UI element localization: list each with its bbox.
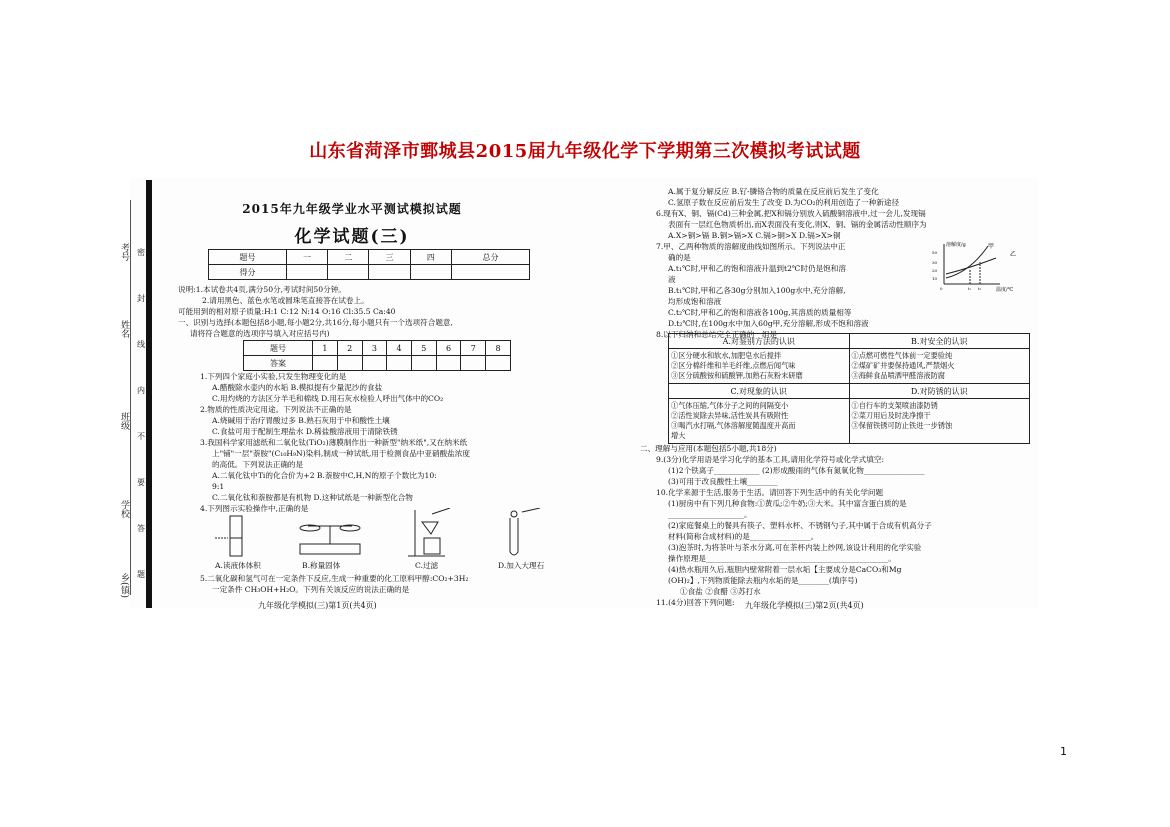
seal-word: 内 — [137, 386, 145, 395]
table-cell-title: C.对现象的认识 — [669, 384, 850, 399]
question-line: A.二氧化钛中Ti的化合价为+2 B.萘胺中C,H,N的原子个数比为10: — [212, 471, 437, 480]
question-5 — [200, 573, 468, 595]
name-line — [130, 200, 132, 595]
figure-caption: B.称量固体 — [302, 561, 341, 570]
seal-word: 题 — [137, 570, 145, 579]
answer-header: 5 — [411, 341, 436, 356]
note-line: 可能用到的相对原子质量:H:1 C:12 N:14 O:16 Cl:35.5 Ca:40 — [178, 307, 396, 316]
answer-row-label: 答案 — [244, 356, 313, 371]
y-tick: 50 — [932, 250, 938, 255]
table-item: ②煤矿矿井要保持通风,严禁烟火 — [851, 361, 955, 370]
question-line: 5.二氧化碳和氢气可在一定条件下反应,生成一种重要的化工原料甲醇:CO₂+3H₂ — [200, 574, 469, 583]
question-line: C.食盐可用于配制生理盐水 D.稀盐酸溶液用于清除铁锈 — [212, 427, 398, 436]
question-line: 1.下列四个家庭小实验,只发生物理变化的是 — [200, 372, 347, 381]
question-line: 确的是 — [668, 253, 691, 262]
seal-word: 密 — [137, 248, 145, 257]
question-line: 3.我国科学家用滤纸和二氧化钛(TiO₂)薄膜制作出一种新型"纳米纸",又在纳米纸 — [200, 438, 468, 447]
question-line: 材料(简称合成材料)的是________________。 — [668, 532, 819, 541]
binding-line — [146, 180, 152, 608]
table-item: ③保留铁锈可防止铁进一步锈蚀 — [851, 421, 953, 430]
name-label: 姓名 — [119, 320, 129, 338]
question-line: 9:1 — [212, 482, 225, 491]
x-tick: 0 — [940, 286, 943, 291]
note-line: 说明:1.本试卷共4页,满分50分,考试时间50分钟。 — [178, 285, 346, 294]
note-line: 2.请用黑色、蓝色水笔或圆珠笔直接答在试卷上。 — [202, 296, 369, 305]
series-curve-jia — [946, 246, 988, 278]
figure-caption: D.加入大理石 — [498, 561, 545, 570]
question-line: 一定条件 CH₃OH+H₂O。下列有关该反应的说法正确的是 — [212, 585, 410, 594]
answer-header: 7 — [461, 341, 486, 356]
question-line: 9.(3分)化学用语是学习化学的基本工具,请用化学符号或化学式填空: — [656, 455, 885, 464]
series-label-jia: 甲 — [988, 243, 995, 250]
question-line: 7.甲、乙两种物质的溶解度曲线如图所示。下列说法中正 — [656, 242, 846, 251]
graph-ylabel: 溶解度/g — [946, 242, 966, 248]
table-item: ③喝汽水打嗝,气体溶解度随温度升高而 — [671, 421, 796, 430]
questions-9-11 — [640, 443, 932, 608]
question-line: A.烧碱用于治疗胃酸过多 B.熟石灰用于中和酸性土壤 — [212, 416, 390, 425]
note-line: 请将符合题意的选项序号填入对应括号内) — [190, 329, 330, 338]
table-item: ①自行车的支架喷油漆防锈 — [851, 401, 938, 410]
note-line: 一、识别与选择(本题包括8小题,每小题2分,共16分,每小题只有一个选项符合题意, — [178, 318, 453, 327]
question-line: 均形成饱和溶液 — [668, 297, 722, 306]
test-tube-figure — [510, 508, 540, 555]
paper-title: 化学试题(三) — [294, 227, 410, 247]
score-header: 四 — [410, 250, 451, 265]
seal-word: 要 — [137, 478, 145, 487]
question-line: 11.(4分)回答下列问题: — [656, 598, 735, 607]
exam-title: 2015年九年级学业水平测试模拟试题 — [242, 202, 462, 216]
question-line: 6.现有X、铜、镉(Cd)三种金属,把X和镉分别放入硫酸铜溶液中,过一会儿,发现镉 — [656, 209, 926, 218]
y-tick: 30 — [932, 260, 938, 265]
answer-header: 6 — [436, 341, 461, 356]
section-heading: 二、理解与应用(本题包括5小题,共18分) — [640, 444, 777, 453]
question-line: B.t₁℃时,甲和乙各30g分别加入100g水中,充分溶解, — [668, 286, 846, 295]
school-label: 学校 — [119, 500, 129, 518]
x-tick: t₂ — [978, 286, 982, 291]
question-line: D.t₂℃时,在100g水中加入60g甲,充分溶解,形成不饱和溶液 — [668, 319, 869, 328]
answer-header: 3 — [362, 341, 387, 356]
score-header: 三 — [369, 250, 410, 265]
table-cell-title: B.对安全的认识 — [849, 334, 1030, 349]
questions-5-8 — [656, 186, 927, 340]
answer-header: 1 — [313, 341, 338, 356]
question-line: (3)泡茶时,为将茶叶与茶水分离,可在茶杯内装上纱网,该设计利用的化学实验 — [668, 543, 922, 552]
seal-word: 封 — [137, 294, 145, 303]
y-tick: 10 — [932, 276, 938, 281]
answer-header: 8 — [486, 341, 511, 356]
y-tick: 20 — [932, 268, 938, 273]
questions-1-4 — [200, 371, 470, 514]
question-line: (4)热水瓶用久后,瓶胆内壁常附着一层水垢【主要成分是CaCO₃和Mg — [668, 565, 902, 574]
seal-word: 线 — [137, 340, 145, 349]
document-title: 山东省菏泽市鄄城县2015届九年级化学下学期第三次模拟考试试题 — [309, 141, 861, 162]
question-line: 液 — [668, 275, 676, 284]
figure-caption: A.读液体体积 — [215, 561, 261, 570]
question-line: A.t₁℃时,甲和乙的饱和溶液升温到t2℃时仍是饱和溶 — [668, 264, 846, 273]
question-line: (OH)₂】,下列物质能除去瓶内水垢的是________(填序号) — [668, 576, 858, 585]
graduated-cylinder-figure — [215, 516, 242, 556]
summary-table — [668, 333, 1030, 444]
table-item: ①气体压缩,气体分子之间的间隔变小 — [671, 401, 789, 410]
question-line: 10.化学来源于生活,服务于生活。请回答下列生活中的有关化学问题 — [656, 488, 884, 497]
table-item: ③区分硫酸铵和硫酸钾,加熟石灰粉末研磨 — [671, 371, 803, 380]
seal-words — [137, 230, 145, 598]
question-line: (3)可用于改良酸性土壤________ — [668, 477, 778, 486]
table-item: ③海鲜食品喷洒甲醛溶液防腐 — [851, 371, 945, 380]
question-line: ____________________。 — [668, 510, 752, 519]
question-line: 上"铺"一层"萘胺"(C₁₀H₉N)染料,制成一种试纸,用于检测食品中亚硝酸盐浓度 — [212, 449, 470, 458]
question-line: A.醋酸除水壶内的水垢 B.模拟提有少量泥沙的食盐 — [212, 383, 383, 392]
seal-word: 答 — [137, 524, 145, 533]
table-item: 增大 — [671, 431, 686, 440]
page-number: 1 — [1060, 745, 1067, 758]
answer-header: 4 — [387, 341, 412, 356]
question-line: (1)厨房中有下列几种食物:①黄瓜;②牛奶;③大米。其中富含蛋白质的是 — [668, 499, 907, 508]
left-footer: 九年级化学模拟(三)第1页(共4页) — [258, 601, 377, 610]
question-line: A.属于复分解反应 B.钌-膦铬合物的质量在反应前后发生了变化 — [668, 187, 879, 196]
table-item: ②活性炭除去异味,活性炭具有吸附性 — [671, 411, 789, 420]
question-line: 4.下列图示实验操作中,正确的是 — [200, 504, 309, 513]
question-line: 2.物质的性质决定用途。下列说法不正确的是 — [200, 405, 352, 414]
answer-header: 题号 — [244, 341, 313, 356]
question-line: A.X>铜>镉 B.铜>镉>X C.镉>铜>X D.镉>X>铜 — [668, 231, 841, 240]
table-item: ①区分硬水和软水,加肥皂水后搅拌 — [671, 351, 782, 360]
score-row-label: 得分 — [209, 265, 287, 280]
lab-figures — [210, 508, 550, 560]
filtration-figure — [408, 508, 450, 556]
series-curve-yi — [946, 258, 996, 274]
right-footer: 九年级化学模拟(三)第2页(共4页) — [745, 601, 864, 610]
score-table — [208, 249, 530, 280]
score-header: 题号 — [209, 250, 287, 265]
question-line: C.用灼烧的方法区分羊毛和棉线 D.用石灰水检验人呼出气体中的CO₂ — [212, 394, 444, 403]
question-line: 表面有一层红色物质析出,而X表面没有变化,则X、铜、镉的金属活动性顺序为 — [668, 220, 927, 229]
seal-word: 不 — [137, 432, 145, 441]
answer-table — [243, 340, 511, 371]
table-item: ②区分棉纤维和羊毛纤维,点燃后闻气味 — [671, 361, 796, 370]
table-cell-title: D.对防锈的认识 — [849, 384, 1030, 399]
score-header: 总分 — [452, 250, 530, 265]
question-line: 操作原理是________________________________________________。 — [668, 554, 896, 563]
exam-no-label: 考号 — [119, 243, 129, 261]
graph-xlabel: 温度/℃ — [996, 287, 1014, 292]
figure-caption: C.过滤 — [415, 561, 439, 570]
series-label-yi: 乙 — [1010, 251, 1017, 258]
class-label: 班级 — [119, 412, 129, 430]
table-item: ②菜刀用后及时洗净擦干 — [851, 411, 931, 420]
question-line: 8.以下归纳和总结完全正确的一组是 — [656, 330, 778, 339]
table-item: ①点燃可燃性气体前一定要验纯 — [851, 351, 953, 360]
question-line: (2)家庭餐桌上的餐具有筷子、塑料水杯、不锈钢勺子,其中属于合成有机高分子 — [668, 521, 932, 530]
question-line: (1)2个铁离子____________ (2)形成酸雨的气体有氮氧化物________________ — [668, 466, 925, 475]
table-cell-title: A.对鉴别方法的认识 — [669, 334, 850, 349]
x-tick: t₁ — [968, 286, 972, 291]
question-line: C.t₂℃时,甲和乙的饱和溶液各100g,其溶质的质量相等 — [668, 308, 852, 317]
question-line: 的高低。下列说法正确的是 — [212, 460, 304, 469]
question-line: ①食盐 ②食醋 ③苏打水 — [680, 587, 761, 596]
instructions — [178, 284, 453, 339]
township-label: 乡(镇) — [119, 573, 129, 599]
answer-header: 2 — [337, 341, 362, 356]
solubility-graph — [930, 240, 1035, 292]
question-line: C.氢原子数在反应前后发生了改变 D.为CO₂的利用创造了一种新途径 — [668, 198, 900, 207]
balance-figure — [300, 525, 360, 554]
score-header: 一 — [286, 250, 327, 265]
score-header: 二 — [328, 250, 369, 265]
question-line: C.二氧化钛和萘胺都是有机物 D.这种试纸是一种新型化合物 — [212, 493, 413, 502]
